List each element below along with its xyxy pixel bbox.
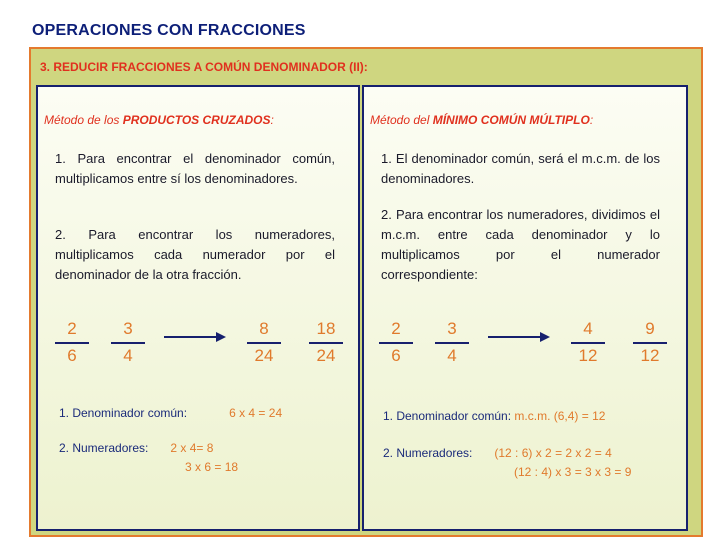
note-value: 6 x 4 = 24: [229, 406, 283, 420]
method-heading: [370, 113, 593, 127]
fraction-bar: [435, 342, 469, 344]
denominator: 4: [447, 346, 457, 365]
numerators-note: [383, 443, 612, 463]
denominator: 6: [67, 346, 77, 365]
lcm-panel: [362, 85, 688, 531]
note-label: 2. Numeradores:: [59, 441, 149, 455]
denominator: 6: [391, 346, 401, 365]
fraction: [306, 319, 346, 366]
note-value: 2 x 4= 8: [170, 441, 214, 455]
denominator-note: [383, 406, 605, 426]
arrow-icon: [164, 331, 226, 343]
method-suffix: :: [589, 113, 594, 127]
arrow-icon: [488, 331, 550, 343]
numerator: 9: [645, 319, 655, 338]
numerator: 3: [123, 319, 133, 338]
fraction: [376, 319, 416, 366]
content-frame: [29, 47, 703, 537]
numerator: 2: [391, 319, 401, 338]
fraction: [432, 319, 472, 366]
method-name: PRODUCTOS CRUZADOS: [122, 113, 271, 127]
numerator: 8: [259, 319, 269, 338]
page-title: OPERACIONES CON FRACCIONES: [32, 22, 306, 39]
denominator: 24: [316, 346, 336, 365]
denominator: 12: [640, 346, 660, 365]
denominator: 12: [578, 346, 598, 365]
note-value: (12 : 6) x 2 = 2 x 2 = 4: [494, 446, 612, 460]
step-2-text: 2. Para encontrar los numeradores, multiplicamos cada numerador por el denominador de la otra fracción.: [55, 227, 335, 282]
numerators-note: [59, 438, 213, 458]
numerator: 2: [67, 319, 77, 338]
fraction-bar: [633, 342, 667, 344]
cross-products-panel: [36, 85, 360, 531]
fraction: [52, 319, 92, 366]
fraction-bar: [571, 342, 605, 344]
fraction-bar: [379, 342, 413, 344]
fraction: [244, 319, 284, 366]
numerators-note-line2: (12 : 4) x 3 = 3 x 3 = 9: [514, 465, 632, 479]
fraction-bar: [111, 342, 145, 344]
denominator: 4: [123, 346, 133, 365]
numerator: 4: [583, 319, 593, 338]
numerators-note-line2: 3 x 6 = 18: [185, 460, 239, 474]
fraction: [630, 319, 670, 366]
method-prefix: Método del: [370, 113, 433, 127]
step-1-text: 1. Para encontrar el denominador común, multiplicamos entre sí los denominadores.: [55, 151, 335, 186]
denominator-note: [59, 403, 282, 423]
numerator: 18: [316, 319, 336, 338]
step-2-text: 2. Para encontrar los numeradores, dividimos el m.c.m. entre cada denominador y lo multiplicamos por el numerador correspondiente:: [381, 207, 660, 282]
denominator: 24: [254, 346, 274, 365]
method-suffix: :: [270, 113, 274, 127]
fraction-bar: [55, 342, 89, 344]
method-heading: [44, 113, 274, 127]
fraction: [108, 319, 148, 366]
note-label: 1. Denominador común:: [383, 409, 515, 423]
numerator: 3: [447, 319, 457, 338]
fraction-bar: [247, 342, 281, 344]
method-name: MÍNIMO COMÚN MÚLTIPLO: [432, 113, 590, 127]
step-1-text: 1. El denominador común, será el m.c.m. de los denominadores.: [381, 151, 660, 186]
section-subtitle: 3. REDUCIR FRACCIONES A COMÚN DENOMINADOR (II):: [40, 60, 368, 74]
note-label: 1. Denominador común:: [59, 406, 188, 420]
note-label: 2. Numeradores:: [383, 446, 473, 460]
fraction-bar: [309, 342, 343, 344]
fraction: [568, 319, 608, 366]
note-value: m.c.m. (6,4) = 12: [514, 409, 606, 423]
method-prefix: Método de los: [44, 113, 123, 127]
